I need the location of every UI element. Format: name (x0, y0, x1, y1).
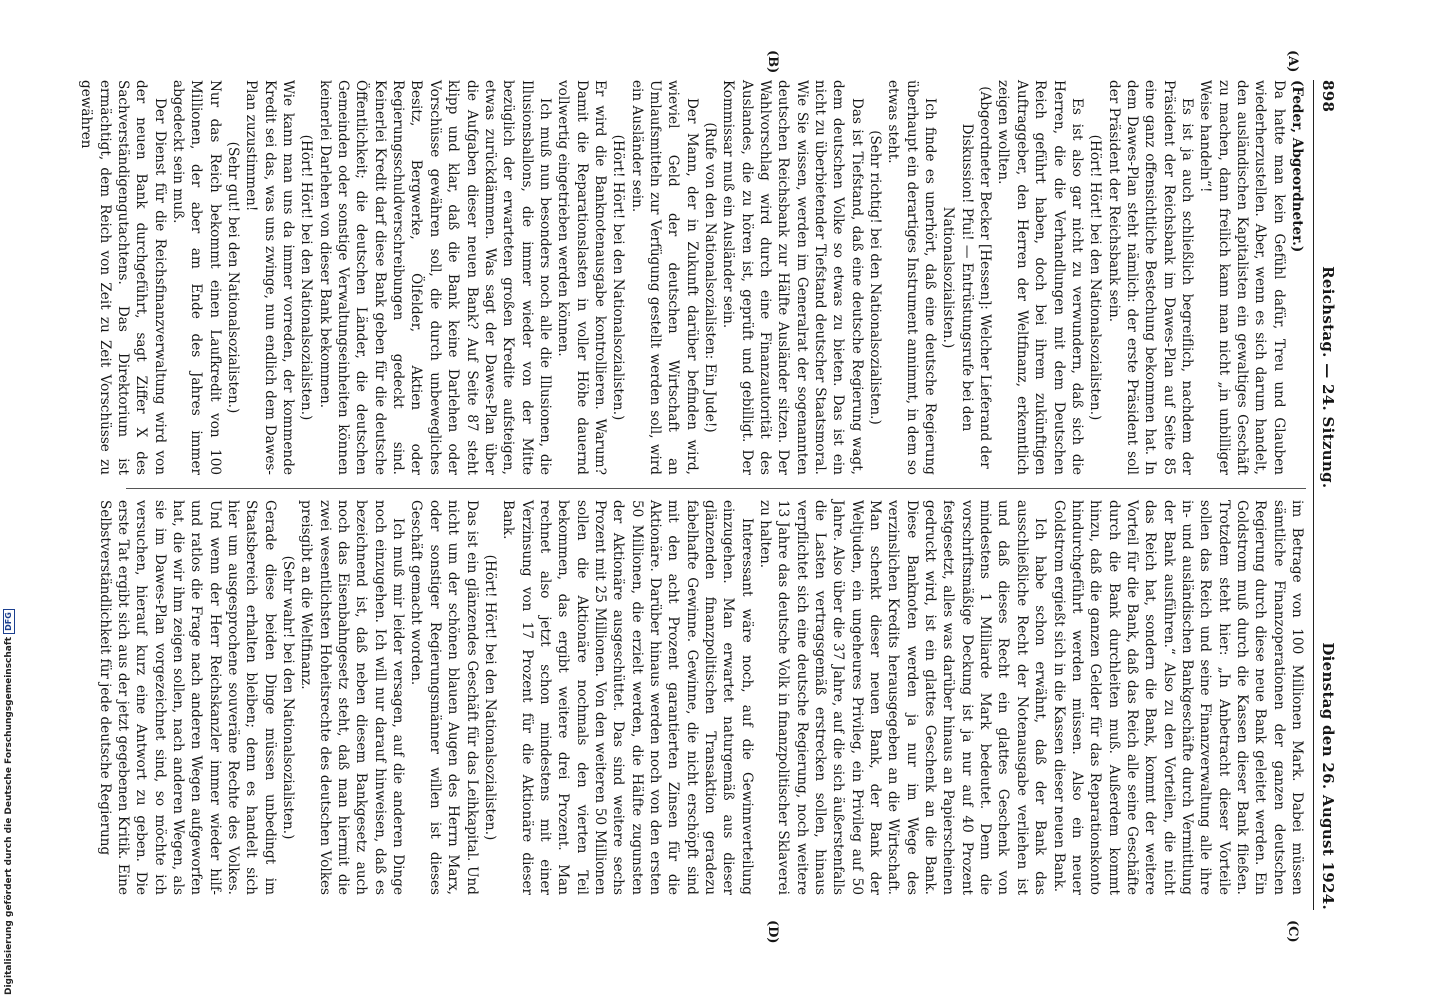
digitization-credit (3, 609, 15, 995)
paragraph: Er wird die Banknotenausgabe kontrollieren. Warum? Damit die Reparationslasten in voller Höhe dauernd vollwertig eingetrieben werden können. (555, 80, 608, 475)
interjection: (Hört! Hört! bei den Nationalsozialisten.) (481, 554, 498, 841)
interjection: (Hört! Hört! bei den Nationalsozialisten.) (1087, 134, 1104, 421)
interjection: (Abgeordneter Becker [Hessen]: Welcher Lieferand der Diskussion! Pfui! — Entrüstungsrufe bei den Nationalsozialisten.) (940, 86, 994, 469)
interjection: (Hört! Hört! bei den Nationalsozialisten.) (298, 134, 315, 421)
credit-text: Digitalisierung gefördert durch die Deutsche Forschungsgemeinschaft (4, 636, 14, 995)
page-number: 898 (1319, 80, 1337, 113)
paragraph: Der Mann, der in Zukunft darüber befinden wird, wieviel Geld der deutschen Wirtschaft an Umlaufsmitteln zur Verfügung gestellt werden soll, wird ein Ausländer sein. (628, 80, 700, 475)
dfg-logo-icon: DFG (3, 609, 15, 634)
paragraph: Es ist ja auch schließlich begreiflich, nachdem der Präsident der Reichsbank im Dawes-Plan auf Seite 85 eine ganz offensichtliche Bestechung bekommen hat. In dem Dawes-Plan steht nämlich: der erste Präsident soll der Präsident der Reichsbank sein. (1105, 80, 1195, 475)
paragraph: Interessant wäre noch, auf die Gewinnverteilung einzugehen. Man erwartet naturgemäß aus dieser glänzenden finanzpolitischen Transaktion geradezu fabelhafte Gewinne. Gewinne, die nicht erschöpft sind mit den acht Prozent garantierten Zinsen für die Aktionäre. Darüber hinaus werden noch von den ersten 50 Millionen, die erzielt werden, die Hälfte zugunsten der Aktionäre ausgeschüttet. Das sind weitere sechs Prozent mit 25 Millionen. Von den weiteren 50 Millionen sollen die Aktionäre nochmals den vierten Teil bekommen, das ergibt weitere drei Prozent. Man rechnet also jetzt schon mindestens mit einer Verzinsung von 17 Prozent für die Aktionäre dieser Bank. (500, 500, 755, 895)
interjection: (Hört! Hört! bei den Nationalsozialisten.) (610, 134, 627, 421)
margin-letter-a: (A) (1285, 50, 1300, 73)
session-date: Dienstag den 26. August 1924. (1319, 642, 1337, 910)
interjection: (Sehr richtig! bei den Nationalsozialisten.) (867, 130, 884, 425)
paragraph: Das ist ein glänzendes Geschäft für das Leihkapital. Und nicht um der schönen blauen Augen des Herrn Marx, oder sonstiger Regierungsmänner willen ist dieses Geschäft gemacht worden. (408, 500, 480, 895)
margin-letter-c: (C) (1285, 920, 1300, 943)
paragraph: Der Dienst für die Reichsfinanzverwaltung wird von der neuen Bank durchgeführt, sagt Ziffer X des Sachverständigengutachtens. Das Direktorium ist ermächtigt, dem Reich von Zeit zu Zeit Vorschüsse zu gewähren (78, 80, 168, 475)
paragraph: Nur das Reich bekommt einen Laufkredit von 100 Millionen, der aber am Ende des Jahres immer abgedeckt sein muß. (170, 80, 223, 475)
paragraph: im Betrage von 100 Millionen Mark. Dabei müssen sämtliche Finanzoperationen der ganzen deutschen Regierung durch diese neue Bank geleitet werden. Ein Goldstrom muß durch die Kassen dieser Bank fließen. Trotzdem steht hier: „In Anbetracht dieser Vorteile sollen das Reich und seine Finanzverwaltung alle ihre in- und ausländischen Bankgeschäfte durch Vermittlung der Bank ausführen.“ Also zu den Vorteilen, die nicht das Reich hat, sondern die Bank, kommt der weitere Vorteil für die Bank, daß das Reich alle seine Geschäfte durch die Bank durchleiten muß. Außerdem kommt hinzu, daß die ganzen Gelder für das Reparationskonto hindurchgeführt werden müssen. Also ein neuer Goldstrom ergießt sich in die Kassen dieser neuen Bank. (1050, 500, 1305, 895)
paragraph: Ich habe schon erwähnt, daß der Bank das ausschließliche Recht der Notenausgabe verliehen ist und daß dieses Recht ein glattes Geschenk von mindestens 1 Milliarde Mark bedeutet. Denn die vorschriftsmäßige Deckung ist ja nur auf 40 Prozent festgesetzt, alles was darüber hinaus an Papierscheinen gedruckt wird, ist ein glattes Geschenk an die Bank. Diese Banknoten werden ja nur im Wege des verzinslichen Kredits herausgegeben an die Wirtschaft. Man schenkt dieser neuen Bank, der Bank der Weltjuden, ein ungeheures Privileg, ein Privileg auf 50 Jahre. Also über die 37 Jahre, auf die sich äußerstenfalls die Lasten vertragsgemäß erstrecken sollen, hinaus verpflichtet sich eine deutsche Regierung, noch weitere 13 Jahre das deutsche Volk in finanzpolitischer Sklaverei zu halten. (757, 500, 1049, 895)
paragraph: Es ist also gar nicht zu verwundern, daß sich die Herren, die die Verhandlungen mit dem Deutschen Reich geführt haben, doch bei ihrem zukünftigen Auftraggeber, den Herren der Weltfinanz, erkenntlich zeigen wollten. (995, 80, 1085, 475)
paragraph: Das ist Tiefstand, daß eine deutsche Regierung wagt, dem deutschen Volke so etwas zu bieten. Das ist ein nicht zu überbietender Tiefstand deutscher Staatsmoral. Wie Sie wissen, werden im Generalrat der sogenannten deutschen Reichsbank zur Hälfte Ausländer sitzen. Der Wahlvorschlag wird durch eine Finanzautorität des Auslandes, die zu hören ist, geprüft und gebilligt. Der Kommissar muß ein Ausländer sein. (720, 80, 865, 475)
interjection: (Sehr gut! bei den Nationalsozialisten.) (225, 141, 242, 414)
text-column-right (96, 500, 1306, 895)
paragraph: Ich muß mir leider versagen, auf die anderen Dinge noch einzugehen. Ich will nur darauf hinweisen, daß es bezeichnend ist, daß neben diesem Bankgesetz auch noch das Eisenbahngesetz steht, daß man hiermit die zwei wesentlichsten Hoheitsrechte des deutschen Volkes preisgibt an die Weltfinanz. (298, 500, 407, 895)
paragraph: Da hatte man kein Gefühl dafür, Treu und Glauben wiederherzustellen. Aber, wenn es sich darum handelt, den ausländischen Kapitalisten ein gewaltiges Geschäft zu machen, dann freilich kann man nicht „in unbilliger Weise handeln“! (1197, 80, 1287, 475)
paragraph: Ich muß nun besonders noch alle die Illusionen, die Illusionsballons, die immer wieder von der Mitte bezüglich der erwarteten großen Kredite aufsteigen, etwas zurückdämmen. Was sagt der Dawes-Plan über die Aufgaben dieser neuen Bank? Auf Seite 87 steht klipp und klar, daß die Bank keine Darlehen oder Vorschüsse gewähren soll, die durch unbewegliches Besitz, Bergwerke, Ölfelder, Aktien oder Regierungsschuldverschreibungen gedeckt sind. Keinerlei Kredit darf diese Bank geben für die deutsche Öffentlichkeit; die deutschen Länder, die deutschen Gemeinden oder sonstige Verwaltungseinheiten können keinerlei Darlehen von dieser Bank bekommen. (316, 80, 553, 475)
text-column-left (78, 80, 1306, 475)
margin-letter-d: (D) (765, 920, 780, 944)
document-page (78, 50, 1340, 944)
interjection: (Sehr wahr! bei den Nationalsozialisten.) (280, 555, 297, 840)
column-divider (126, 488, 1306, 489)
running-title: Reichstag. — 24. Sitzung. (1319, 266, 1337, 489)
paragraph: Ich finde es unerhört, daß eine deutsche Regierung überhaupt ein derartiges Instrument annimmt, in dem so etwas steht. (885, 80, 939, 475)
margin-letter-b: (B) (765, 50, 780, 74)
paragraph: Gerade diese beiden Dinge müssen unbedingt im Staatsbereich erhalten bleiben; denn es handelt sich hier um ausgesprochene souveräne Rechte des Volkes. Und wenn der Herr Reichskanzler immer wieder hilf- und ratlos die Frage nach anderen Wegen aufgeworfen hat, die wir ihm zeigen sollen, nach anderen Wegen, als sie im Dawes-Plan vorgezeichnet sind, so möchte ich versuchen, hierauf kurz eine Antwort zu geben. Die erste Tat ergibt sich aus der jetzt gegebenen Kritik. Eine Selbstverständlichkeit für jede deutsche Regierung (96, 500, 278, 895)
speaker-label: (Feder, Abgeordneter.) (1289, 80, 1305, 253)
running-head (1316, 80, 1340, 910)
interjection: (Rufe von den Nationalsozialisten: Ein Jude!) (702, 122, 718, 433)
paragraph: Wie kann man uns da immer vorreden, der kommende Kredit sei das, was uns zwinge, nun endlich dem Dawes-Plan zuzustimmen! (243, 80, 297, 475)
header-rule (1313, 80, 1314, 910)
